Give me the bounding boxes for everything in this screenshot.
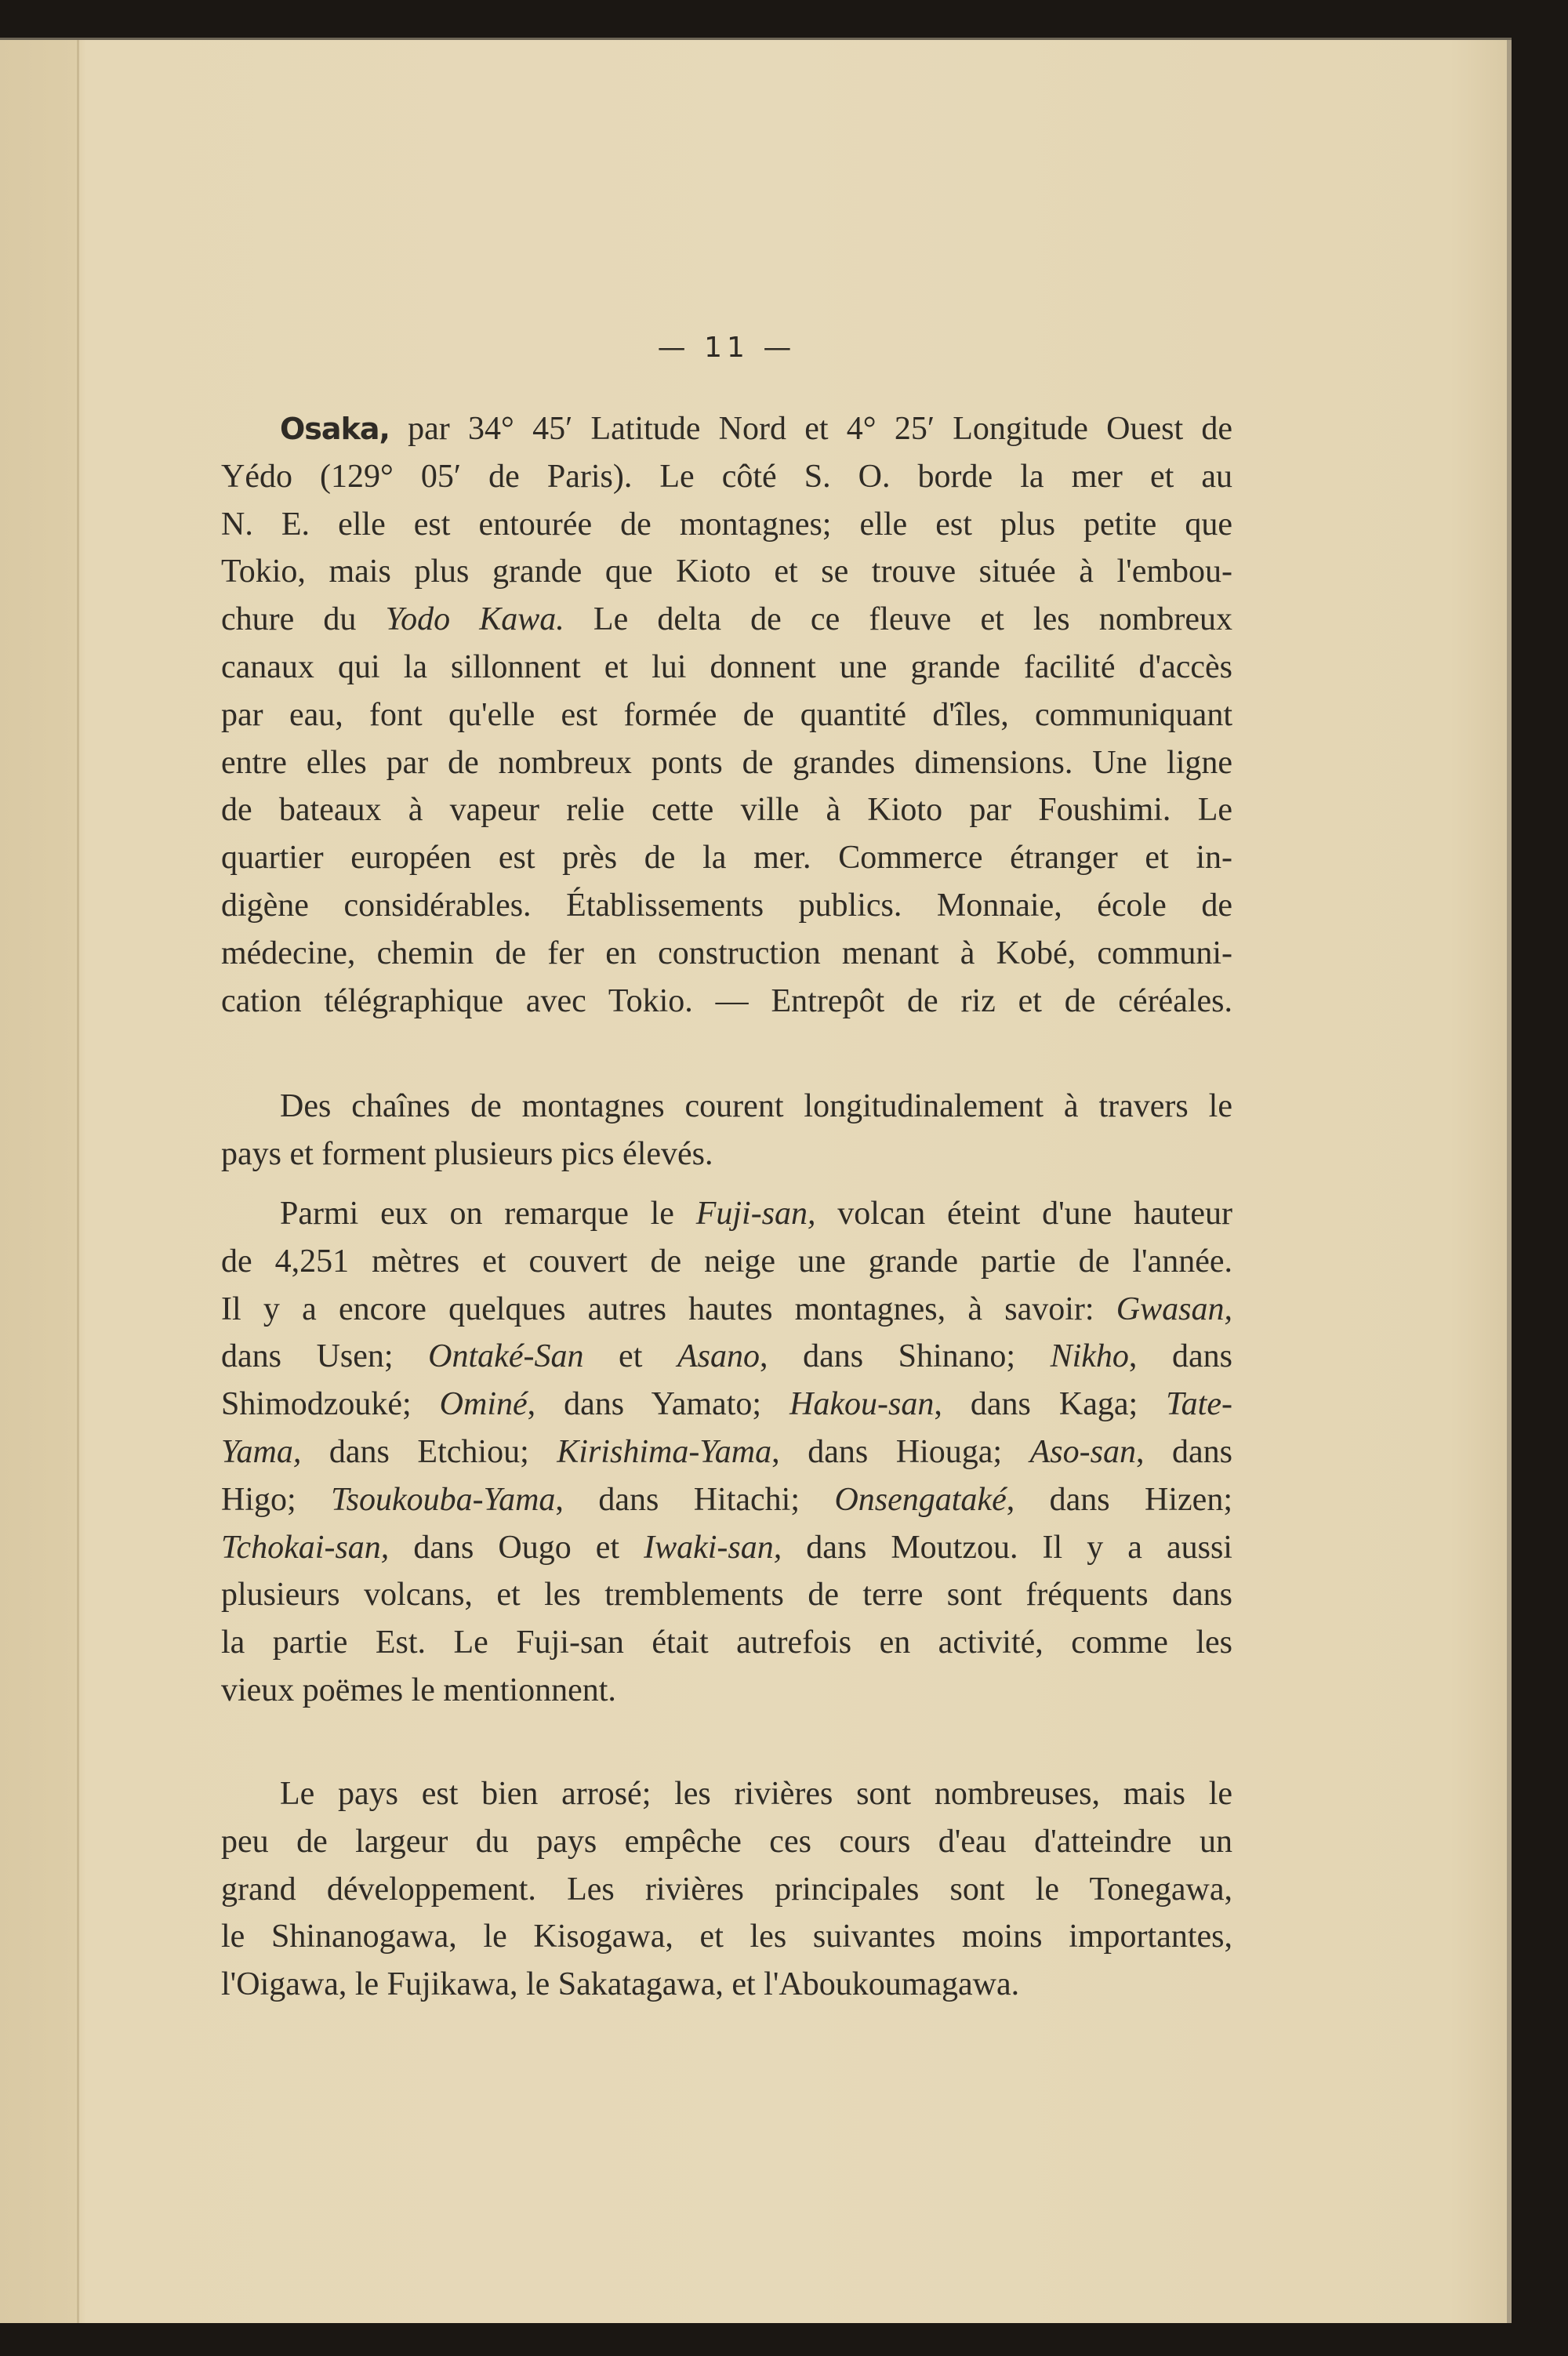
text-run: de 4,251 mètres et couvert de neige une grande partie de l'année. xyxy=(221,1243,1232,1280)
paragraph-osaka xyxy=(221,405,1232,1025)
italic-place-name: Ominé xyxy=(439,1386,528,1423)
text-line xyxy=(221,1524,1232,1572)
text-run: dans Ougo et xyxy=(389,1529,644,1566)
text-run: Le delta de ce fleuve et les nombreux xyxy=(564,601,1233,638)
text-line xyxy=(221,1286,1232,1334)
text-run: grand développement. Les rivières principales sont le Tonegawa, xyxy=(221,1871,1232,1908)
text-line xyxy=(221,978,1232,1026)
text-run: , dans xyxy=(1128,1338,1233,1375)
text-line xyxy=(221,1770,1232,1818)
page-number: — 11 — xyxy=(657,332,797,364)
text-line xyxy=(221,548,1232,596)
text-run: Il y a encore quelques autres hautes montagnes, à savoir: xyxy=(221,1291,1116,1327)
text-line xyxy=(221,739,1232,787)
text-line xyxy=(221,453,1232,501)
page-fold-line xyxy=(77,40,79,2323)
text-run: quartier européen est près de la mer. Commerce étranger et in- xyxy=(221,840,1232,877)
text-line xyxy=(221,1961,1232,2009)
italic-place-name: Hakou-san xyxy=(789,1386,935,1423)
text-line xyxy=(221,1476,1232,1524)
text-run: Higo; xyxy=(221,1481,332,1518)
text-line xyxy=(221,692,1232,739)
text-run: par eau, font qu'elle est formée de quantité d'îles, communiquant xyxy=(221,696,1232,733)
italic-place-name: Nikho xyxy=(1050,1338,1129,1375)
text-run: la partie Est. Le Fuji-san était autrefois en activité, comme les xyxy=(221,1625,1232,1661)
text-run: Yédo (129° 05′ de Paris). Le côté S. O. borde la mer et au xyxy=(221,458,1232,495)
text-line xyxy=(221,405,1232,453)
text-line xyxy=(221,1818,1232,1866)
text-run: , dans Hitachi; xyxy=(555,1481,835,1518)
text-run: , dans Kaga; xyxy=(934,1386,1167,1423)
text-run: N. E. elle est entourée de montagnes; elle est plus petite que xyxy=(221,506,1232,543)
text-run: et xyxy=(583,1338,677,1375)
paragraph-rivers xyxy=(221,1770,1232,2009)
text-line xyxy=(221,1619,1232,1667)
text-line xyxy=(221,501,1232,549)
text-run: volcan éteint d'une hauteur xyxy=(815,1196,1233,1232)
text-line xyxy=(221,786,1232,834)
italic-place-name: Yodo Kawa. xyxy=(385,601,564,638)
text-run: digène considérables. Établissements publics. Monnaie, école de xyxy=(221,887,1232,924)
italic-place-name: Gwasan, xyxy=(1116,1291,1232,1327)
text-line xyxy=(221,1913,1232,1961)
text-run: Des chaînes de montagnes courent longitudinalement à travers le xyxy=(280,1088,1232,1124)
text-line xyxy=(221,882,1232,930)
text-line xyxy=(221,1238,1232,1286)
text-line xyxy=(221,1190,1232,1238)
text-line xyxy=(221,1333,1232,1381)
text-run: l'Oigawa, le Fujikawa, le Sakatagawa, et l'Aboukoumagawa. xyxy=(221,1966,1020,2003)
text-run: , dans Hiouga; xyxy=(771,1433,1030,1470)
text-run: Le pays est bien arrosé; les rivières sont nombreuses, mais le xyxy=(280,1776,1232,1812)
text-line xyxy=(221,1083,1232,1131)
text-line xyxy=(221,644,1232,692)
text-line xyxy=(221,1667,1232,1715)
text-run: de bateaux à vapeur relie cette ville à Kioto par Foushimi. Le xyxy=(221,792,1232,829)
italic-place-name: Onsengataké xyxy=(834,1481,1007,1518)
text-run: le Shinanogawa, le Kisogawa, et les suivantes moins importantes, xyxy=(221,1919,1232,1955)
text-line xyxy=(221,1381,1232,1428)
italic-place-name: Iwaki-san, xyxy=(644,1529,782,1566)
text-run: , dans Hizen; xyxy=(1006,1481,1232,1518)
italic-place-name: Tate- xyxy=(1166,1386,1232,1423)
text-run: plusieurs volcans, et les tremblements de terre sont fréquents dans xyxy=(221,1577,1232,1614)
text-run: pays et forment plusieurs pics élevés. xyxy=(221,1135,713,1172)
italic-place-name: Ontaké-San xyxy=(428,1338,584,1375)
text-line xyxy=(221,930,1232,978)
paragraph-mountain-chains xyxy=(221,1083,1232,1178)
italic-place-name: Fuji-san, xyxy=(695,1196,816,1232)
text-run: canaux qui la sillonnent et lui donnent une grande facilité d'accès xyxy=(221,648,1232,685)
text-line xyxy=(221,596,1232,644)
text-run: dans Moutzou. Il y a aussi xyxy=(782,1529,1232,1566)
page-edge xyxy=(1507,40,1512,2323)
text-run: dans Usen; xyxy=(221,1338,429,1375)
text-line xyxy=(221,1866,1232,1914)
italic-place-name: Tchokai-san, xyxy=(221,1529,390,1566)
text-line xyxy=(221,834,1232,882)
bold-heading-word: Osaka, xyxy=(280,412,390,446)
italic-place-name: Kirishima-Yama xyxy=(557,1433,772,1470)
text-run: Tokio, mais plus grande que Kioto et se trouve située à l'embou- xyxy=(221,554,1232,590)
text-run: vieux poëmes le mentionnent. xyxy=(221,1672,616,1708)
text-run: dans Etchiou; xyxy=(301,1433,557,1470)
text-run: Parmi eux on remarque le xyxy=(280,1196,696,1232)
text-run: entre elles par de nombreux ponts de grandes dimensions. Une ligne xyxy=(221,744,1232,781)
book-page xyxy=(0,38,1512,2323)
text-run: peu de largeur du pays empêche ces cours d'eau d'atteindre un xyxy=(221,1823,1232,1860)
italic-place-name: Aso-san xyxy=(1029,1433,1136,1470)
italic-place-name: Tsoukouba-Yama xyxy=(331,1481,556,1518)
text-line xyxy=(221,1131,1232,1178)
text-run: cation télégraphique avec Tokio. — Entrepôt de riz et de céréales. xyxy=(221,982,1232,1019)
text-line xyxy=(221,1571,1232,1619)
text-run: , dans Shinano; xyxy=(759,1338,1051,1375)
text-run: Shimodzouké; xyxy=(221,1386,440,1423)
text-run: chure du xyxy=(221,601,386,638)
italic-place-name: Asano xyxy=(677,1338,760,1375)
text-run: , dans Yamato; xyxy=(527,1386,790,1423)
text-run: , dans xyxy=(1135,1433,1232,1470)
italic-place-name: Yama, xyxy=(221,1433,302,1470)
text-line xyxy=(221,1428,1232,1476)
paragraph-mountains xyxy=(221,1190,1232,1715)
text-run: par 34° 45′ Latitude Nord et 4° 25′ Longitude Ouest de xyxy=(389,411,1232,447)
text-run: médecine, chemin de fer en construction menant à Kobé, communi- xyxy=(221,935,1232,971)
